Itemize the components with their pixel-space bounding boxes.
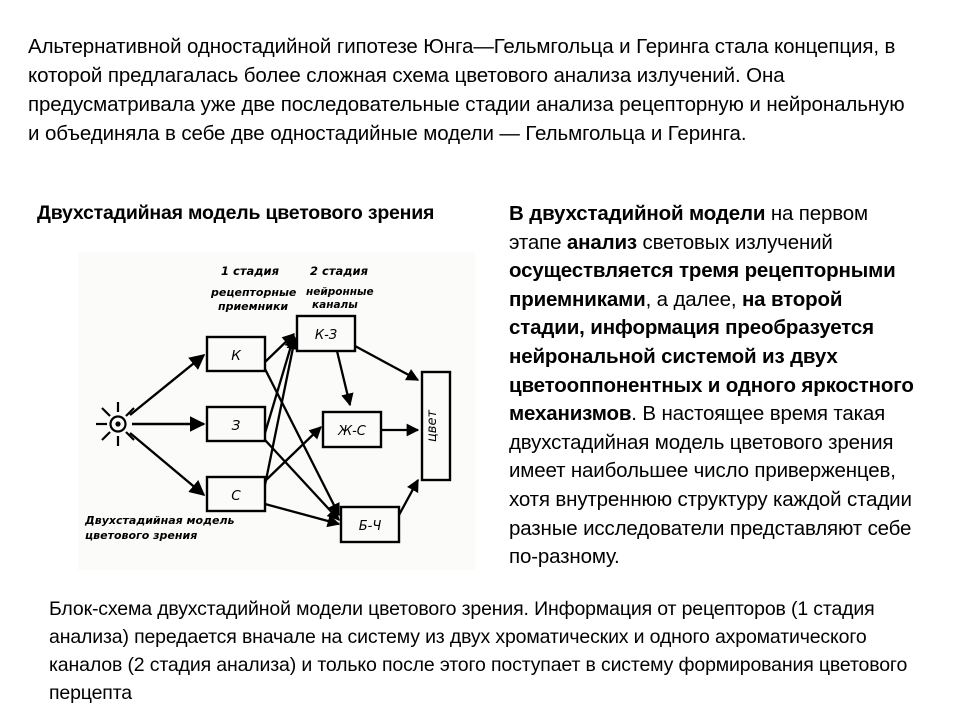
receptor-label-k: К (231, 348, 241, 364)
channel-box-bch[interactable] (341, 507, 399, 542)
receptor-box-z[interactable] (207, 407, 265, 441)
source-to-receptor-arrows (130, 355, 204, 495)
stage1-subtitle-line2: приемники (218, 300, 289, 313)
stage2-subtitle-line2: каналы (312, 299, 358, 311)
receptor-box-s[interactable] (207, 477, 265, 511)
channel-label-kz: К-З (314, 328, 338, 343)
side-text-run-1: на первом этапе (509, 202, 868, 254)
receptor-label-s: С (231, 488, 241, 504)
figure-caption: Блок-схема двухстадийной модели цветового зрения. Информация от рецепторов (1 стадия анализа) передается вначале на систему из двух хроматических и одного ахроматического каналов (2 стадия анализа) и только после этого поступает в систему формирования цветового перцепта (49, 598, 908, 704)
diagram-panel (78, 252, 475, 570)
stage1-subtitle-line1: рецепторные (211, 286, 297, 299)
two-stage-color-vision-diagram (78, 252, 475, 570)
side-explanation-paragraph (509, 200, 917, 572)
stage2-subtitle-line1: нейронные (306, 286, 374, 298)
side-text-run-3: световых излучений (636, 230, 833, 254)
side-text-run-7: . В настоящее время такая двухстадийная модель цветового зрения имеет наибольшее число приверженцев, хотя внутреннюю структуру каждой стадии разные исследователи представляют себе по-разному. (509, 402, 912, 569)
diagram-inner-caption-line2: цветового зрения (85, 529, 198, 542)
side-text-run-4: осуществляется тремя рецепторными приемниками (509, 259, 896, 311)
stage2-title: 2 стадия (310, 264, 368, 278)
channel-box-kz[interactable] (297, 316, 355, 351)
light-source-icon (96, 402, 134, 446)
stage1-title: 1 стадия (221, 264, 279, 278)
receptor-box-k[interactable] (207, 337, 265, 371)
side-text-run-5: , а далее, (645, 287, 742, 311)
side-text-run-2: анализ (566, 230, 637, 254)
side-text-run-6: на второй стадии, информация преобразуется нейрональной системой из двух цветооппонентных и одного яркостного механизмов (509, 287, 914, 426)
intro-paragraph: Альтернативной одностадийной гипотезе Юнга—Гельмгольца и Геринга стала концепция, в которой предлагалась более сложная схема цветового анализа излучений. Она предусматривала уже две последовательные стадии анализа рецепторную и нейрональную и объединяла в себе две одностадийные модели — Гельмгольца и Геринга. (28, 35, 905, 145)
receptor-label-z: З (231, 418, 241, 434)
channel-label-bch: Б-Ч (358, 519, 382, 534)
channel-interconnect-arrows (337, 351, 350, 405)
diagram-inner-caption-line1: Двухстадийная модель (85, 514, 235, 527)
channel-box-zhs[interactable] (323, 412, 381, 447)
channel-label-zhs: Ж-С (338, 424, 366, 439)
output-box-color[interactable] (422, 372, 450, 480)
side-text-run-0: В двухстадийной модели (509, 202, 766, 225)
output-label-color: цвет (425, 409, 440, 443)
figure-heading: Двухстадийная модель цветового зрения (37, 202, 435, 224)
